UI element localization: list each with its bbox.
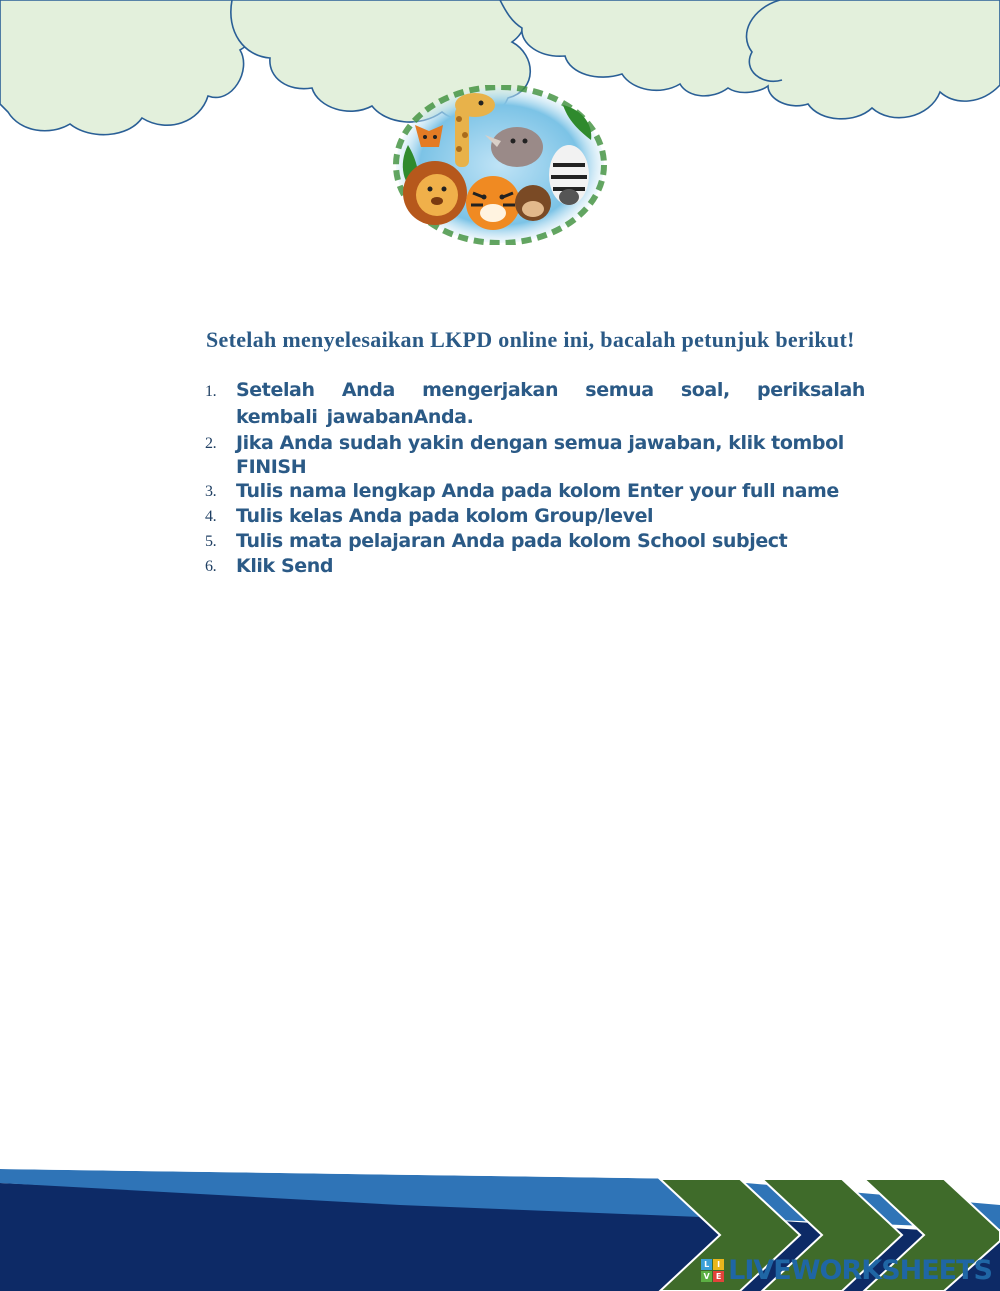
- step-text: Klik Send: [236, 555, 334, 577]
- liveworksheets-watermark: [701, 1255, 992, 1285]
- step-text: Tulis nama lengkap Anda pada kolom Enter your full name: [236, 480, 839, 502]
- brand-name: LIVEWORKSHEETS: [728, 1254, 992, 1286]
- list-item: [205, 504, 865, 529]
- step-number: 5.: [205, 533, 217, 550]
- cloud-left: [0, 0, 258, 135]
- step-text: Jika Anda sudah yakin dengan semua jawaban, klik tombol FINISH: [236, 432, 844, 478]
- step-text: Tulis mata pelajaran Anda pada kolom School subject: [236, 530, 788, 552]
- list-item: [205, 431, 865, 479]
- list-item: [205, 379, 865, 431]
- live-badge-icon: L I V E: [701, 1259, 724, 1282]
- zebra-icon: [549, 145, 589, 205]
- step-number: 1.: [205, 383, 217, 400]
- step-number: 2.: [205, 435, 217, 452]
- tiger-icon: [466, 176, 520, 230]
- monkey-icon: [515, 185, 551, 221]
- intro-paragraph: Setelah menyelesaikan LKPD online ini, bacalah petunjuk berikut!: [206, 327, 855, 352]
- lion-icon: [403, 161, 467, 225]
- step-number: 6.: [205, 558, 217, 575]
- step-text: Tulis kelas Anda pada kolom Group/level: [236, 505, 654, 527]
- step-text: Setelah Anda mengerjakan semua soal, periksalah kembali jawabanAnda.: [236, 379, 865, 428]
- animals-illustration: [393, 85, 607, 245]
- list-item: [205, 554, 865, 579]
- list-item: [205, 479, 865, 504]
- list-item: [205, 529, 865, 554]
- step-number: 3.: [205, 483, 217, 500]
- instructions-list: [205, 379, 865, 579]
- step-number: 4.: [205, 508, 217, 525]
